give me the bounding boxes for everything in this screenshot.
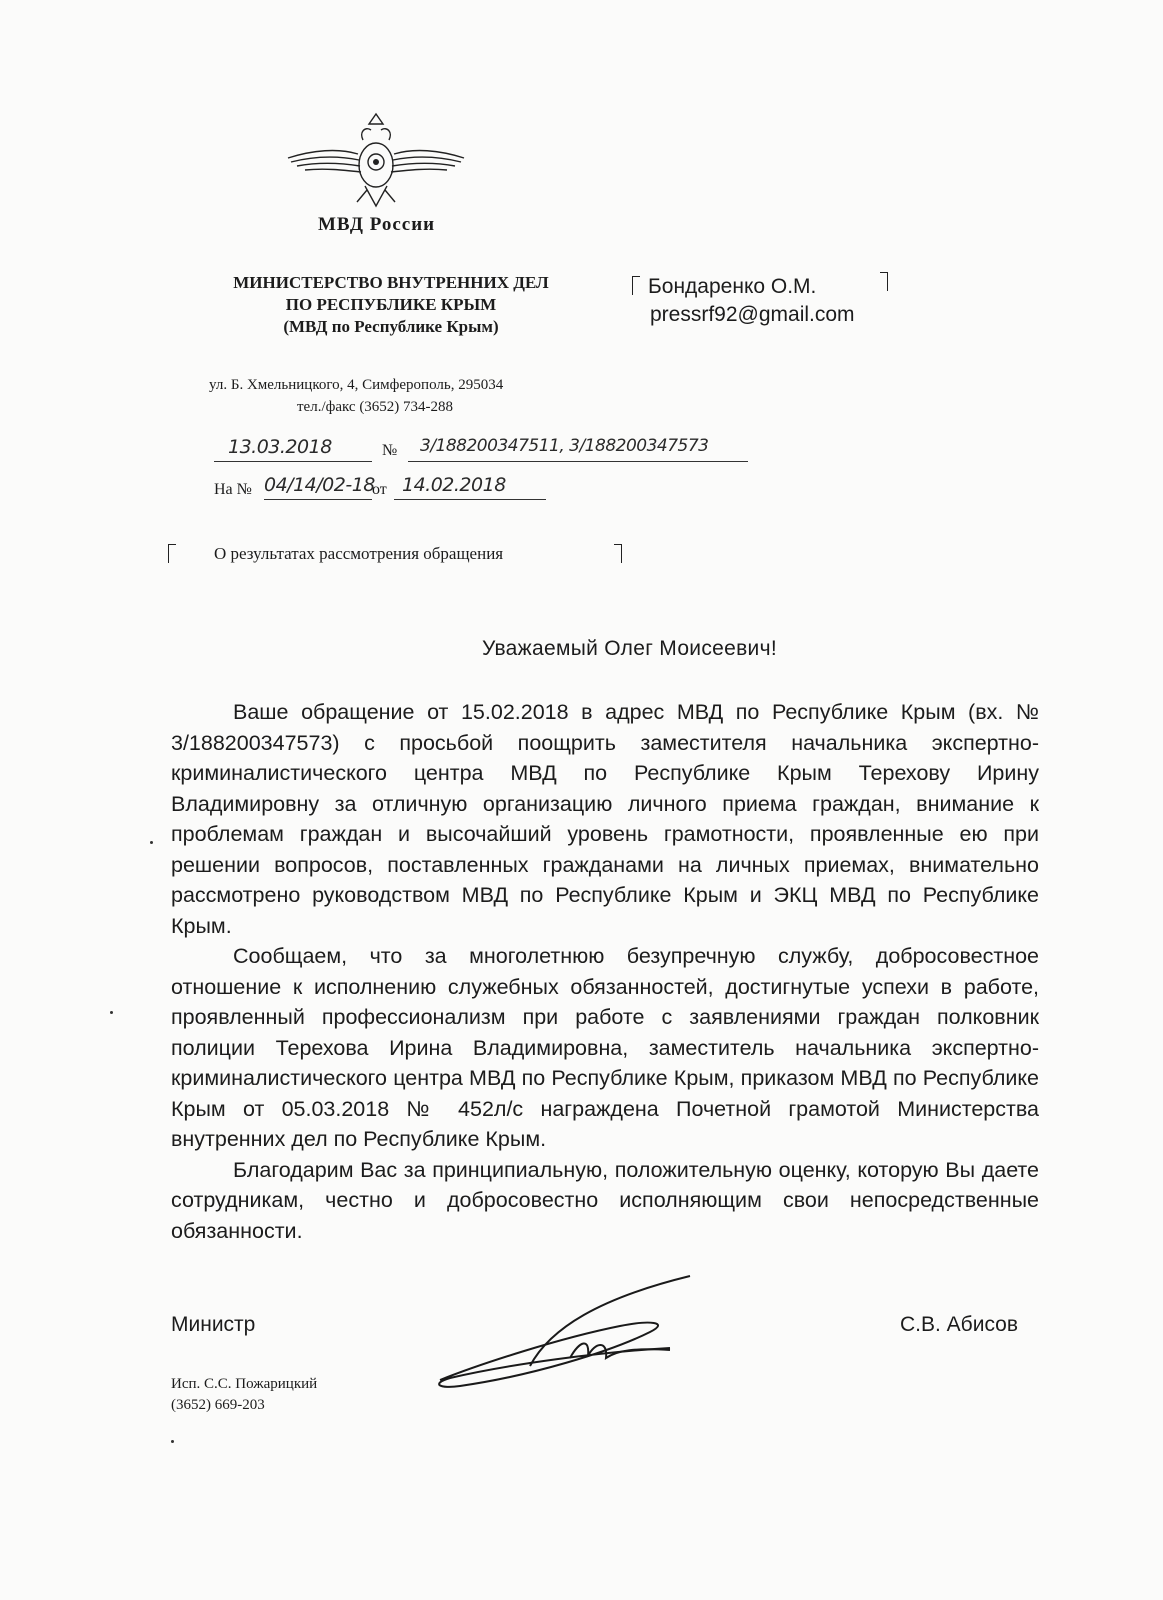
number-underline (408, 461, 748, 462)
scan-speck (110, 1011, 113, 1014)
signer-position: Министр (171, 1313, 256, 1336)
ref-number: 04/14/02-18 (264, 474, 375, 496)
recipient-bracket-right (880, 272, 888, 291)
subject-bracket-left (168, 544, 176, 563)
recipient-email: pressrf92@gmail.com (650, 303, 855, 326)
org-address: ул. Б. Хмельницкого, 4, Симферополь, 295034 (209, 377, 504, 393)
org-line-1: МИНИСТЕРСТВО ВНУТРЕННИХ ДЕЛ (233, 273, 549, 292)
org-address-block (209, 374, 503, 418)
executor-name: Исп. С.С. Пожарицкий (171, 1376, 318, 1392)
org-line-3: (МВД по Республике Крым) (283, 317, 499, 336)
number-label: № (382, 442, 398, 459)
scan-speck (150, 841, 153, 844)
subject-bracket-right (614, 544, 622, 563)
org-line-2: ПО РЕСПУБЛИКЕ КРЫМ (285, 295, 497, 314)
date-underline (214, 461, 372, 462)
handwritten-signature-icon (420, 1268, 710, 1408)
ref-number-underline (264, 499, 372, 500)
greeting: Уважаемый Олег Моисеевич! (482, 637, 777, 660)
ref-label: На № (214, 481, 252, 498)
outgoing-date: 13.03.2018 (228, 436, 332, 458)
letter-body (171, 697, 1039, 1246)
org-phone: тел./факс (3652) 734-288 (297, 399, 454, 415)
recipient-bracket-left (632, 276, 640, 295)
outgoing-number: 3/188200347511, 3/188200347573 (420, 436, 709, 456)
scan-speck (171, 1440, 174, 1443)
executor-block (171, 1374, 317, 1416)
body-paragraph: Ваше обращение от 15.02.2018 в адрес МВД по Республике Крым (вх. № 3/188200347573) с просьбой поощрить заместителя начальника экспертно-криминалистического центра МВД по Республике Крым Терехову Ирину Владимировну за отличную организацию личного приема граждан, внимание к проблемам граждан и высочайший уровень грамотности, проявленные ею при решении вопросов, поставленных гражданами на личных приемах, внимательно рассмотрено руководством МВД по Республике Крым и ЭКЦ МВД по Республике Крым. (171, 700, 1039, 938)
eagle-emblem-icon (283, 110, 469, 210)
recipient-block (648, 273, 855, 329)
ref-date: 14.02.2018 (402, 474, 506, 496)
body-paragraph: Благодарим Вас за принципиальную, положительную оценку, которую Вы даете сотрудникам, честно и добросовестно исполняющим свои непосредственные обязанности. (171, 1157, 1039, 1243)
body-paragraph: Сообщаем, что за многолетнюю безупречную службу, добросовестное отношение к исполнению служебных обязанностей, достигнутые успехи в работе, проявленный профессионализм при работе с заявлениями граждан полковник полиции Терехова Ирина Владимировна, заместитель начальника экспертно-криминалистического центра МВД по Республике Крым, приказом МВД по Республике Крым от 05.03.2018 № 452л/с награждена Почетной грамотой Министерства внутренних дел по Республике Крым. (171, 944, 1039, 1151)
executor-phone: (3652) 669-203 (171, 1397, 265, 1413)
ref-date-underline (394, 499, 546, 500)
signer-name: С.В. Абисов (900, 1313, 1019, 1336)
ref-from-label: от (372, 481, 387, 498)
org-short-name: МВД России (318, 214, 436, 235)
org-full-name (186, 272, 596, 338)
recipient-name: Бондаренко О.М. (648, 275, 817, 298)
letter-subject: О результатах рассмотрения обращения (214, 544, 504, 563)
